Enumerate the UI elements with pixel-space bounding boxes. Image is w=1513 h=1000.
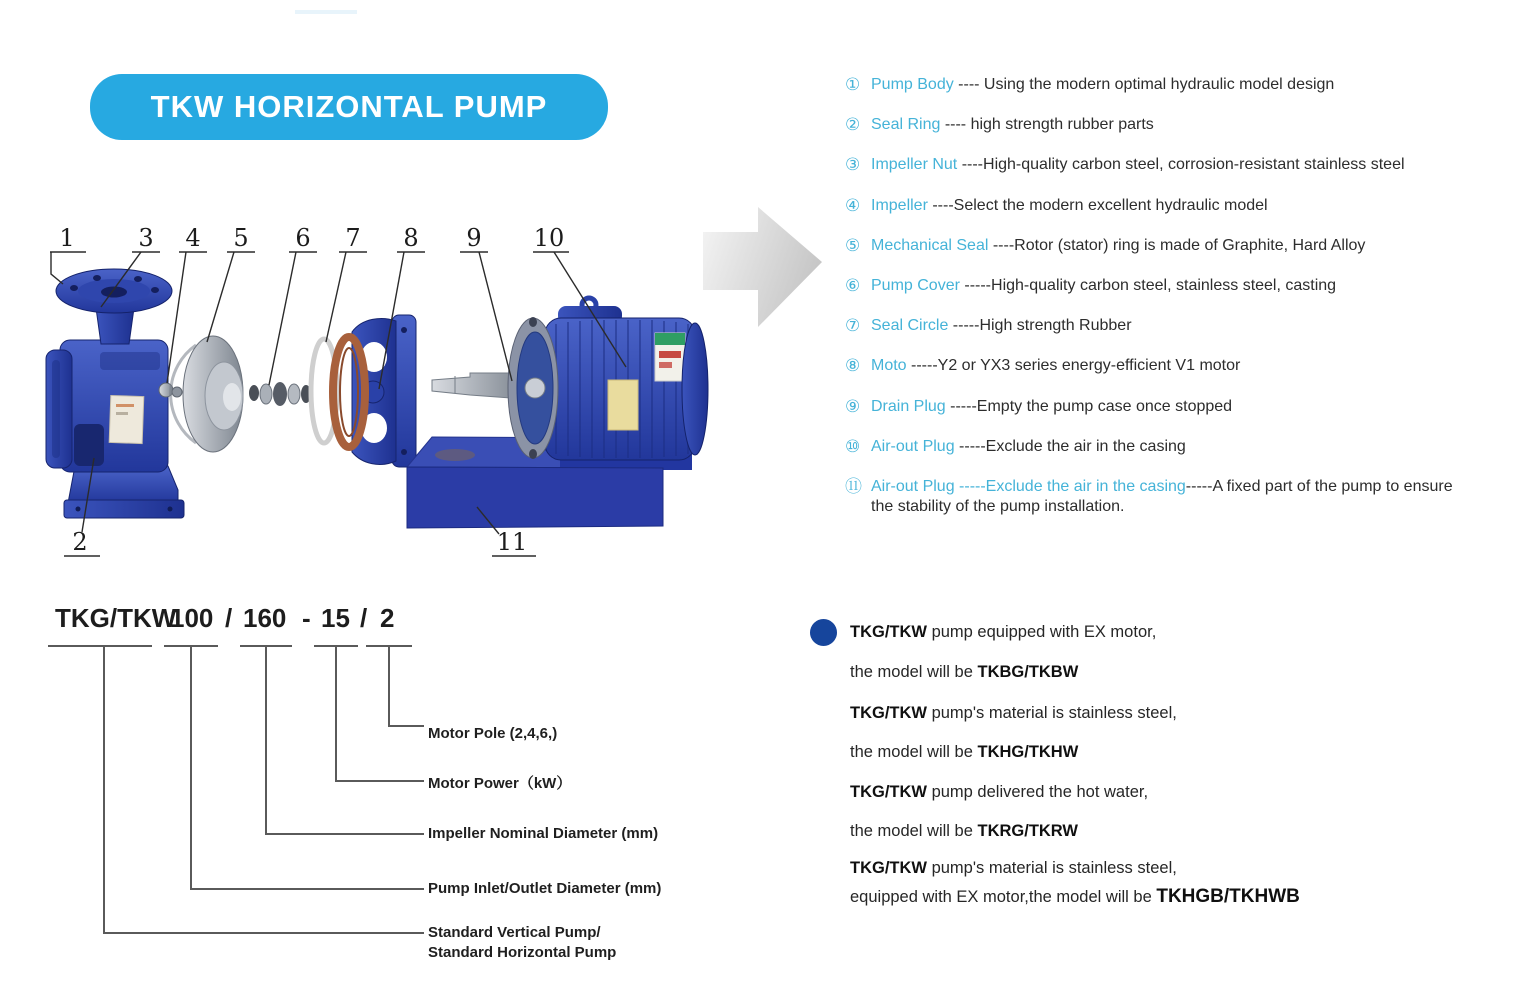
part-name: Mechanical Seal	[871, 236, 989, 254]
model-code-token: 160	[243, 603, 287, 633]
part-description	[871, 477, 1467, 517]
part-number-badge: ⑦	[845, 316, 861, 336]
model-code-emphasis: TKG/TKW	[850, 783, 927, 801]
part-desc-text: -----Y2 or YX3 series energy-efficient V1 motor	[906, 357, 1241, 375]
parts-list-item	[845, 477, 1467, 517]
part-name: Impeller	[871, 196, 928, 214]
model-code-label: Motor Pole (2,4,6,)	[428, 725, 558, 742]
part-description	[871, 356, 1467, 376]
parts-list-item	[845, 276, 1467, 296]
callout-number: 5	[233, 224, 249, 252]
exploded-pump-illustration	[30, 200, 770, 580]
page-title: TKW HORIZONTAL PUMP	[150, 89, 548, 124]
part-desc-text: -----High-quality carbon steel, stainless steel, casting	[959, 276, 1337, 294]
model-code-label: Motor Power（kW）	[428, 775, 572, 792]
part-desc-text: -----Empty the pump case once stopped	[945, 397, 1233, 415]
part-description	[871, 397, 1467, 417]
model-code-connector-lines	[40, 600, 460, 980]
parts-list-item	[845, 75, 1467, 95]
model-code-label: Impeller Nominal Diameter (mm)	[428, 825, 659, 842]
model-code-emphasis: TKG/TKW	[850, 704, 927, 722]
part-name: Pump Cover	[871, 276, 960, 294]
part-description	[871, 196, 1467, 216]
part-number-badge: ⑨	[845, 396, 861, 416]
parts-list-item	[845, 115, 1467, 135]
part-desc-highlight: -----Exclude the air in the casing	[954, 477, 1186, 495]
model-code-emphasis: TKBG/TKBW	[977, 663, 1079, 681]
part-description	[871, 276, 1467, 296]
part-number-badge: ⑩	[845, 436, 861, 456]
model-code-emphasis: TKHG/TKHW	[977, 743, 1079, 761]
parts-list-item	[845, 316, 1467, 336]
part-number-badge: ⑧	[845, 356, 861, 376]
part-description	[871, 115, 1467, 135]
callout-number: 2	[72, 528, 88, 556]
note-text: pump's material is stainless steel,	[926, 859, 1177, 877]
note-text: pump's material is stainless steel,	[926, 704, 1177, 722]
part-desc-text: -----High strength Rubber	[948, 317, 1132, 335]
model-code-label: Standard Horizontal Pump	[428, 944, 617, 961]
model-code-emphasis: TKG/TKW	[850, 623, 927, 641]
model-code-emphasis: TKRG/TKRW	[977, 822, 1078, 840]
part-number-badge: ⑥	[845, 275, 861, 295]
part-name: Moto	[871, 357, 907, 375]
part-name: Air-out Plug	[871, 477, 955, 495]
part-desc-text: ----Rotor (stator) ring is made of Graphite, Hard Alloy	[988, 236, 1366, 254]
motor-graphic	[432, 298, 708, 460]
parts-list-item	[845, 437, 1467, 457]
parts-list-item	[845, 236, 1467, 256]
part-desc-text: ----Select the modern excellent hydraulic model	[927, 196, 1268, 214]
part-desc-text: -----Exclude the air in the casing	[954, 437, 1186, 455]
note-line	[850, 622, 1156, 643]
callout-number: 6	[295, 224, 311, 252]
right-arrow-icon	[695, 200, 830, 335]
callout-leader-line	[269, 252, 296, 385]
title-banner	[90, 74, 608, 140]
callout-number: 4	[185, 224, 201, 252]
part-name: Pump Body	[871, 76, 954, 93]
parts-list-item	[845, 356, 1467, 376]
part-number-badge: ⑤	[845, 235, 861, 255]
note-line	[850, 703, 1177, 724]
note-text: pump equipped with EX motor,	[926, 623, 1157, 641]
part-name: Impeller Nut	[871, 156, 958, 174]
model-code-token: 2	[380, 603, 395, 633]
parts-list-item	[845, 155, 1467, 175]
callout-number: 11	[496, 528, 528, 556]
part-description	[871, 75, 1467, 95]
model-code-token: TKG/TKW	[55, 603, 177, 633]
part-number-badge: ③	[845, 155, 861, 175]
pump-cover-graphic	[333, 315, 416, 467]
part-number-badge: ⑪	[845, 476, 862, 496]
callout-leader-line	[326, 252, 346, 342]
model-code-emphasis: TKHGB/TKHWB	[1156, 886, 1300, 907]
model-code-token: /	[225, 603, 233, 633]
model-code-label: Standard Vertical Pump/	[428, 924, 601, 941]
part-name: Seal Ring	[871, 116, 941, 134]
part-name: Drain Plug	[871, 397, 946, 415]
note-line	[850, 782, 1148, 803]
part-desc-text: ----High-quality carbon steel, corrosion-resistant stainless steel	[957, 156, 1405, 174]
model-code-token: -	[302, 603, 311, 633]
motor-nameplate-graphic	[608, 380, 638, 430]
callout-leader-line	[207, 252, 234, 342]
model-code-token: /	[360, 603, 368, 633]
callout-number: 3	[138, 224, 154, 252]
model-code-label: Pump Inlet/Outlet Diameter (mm)	[428, 880, 662, 897]
note-text: the model will be	[850, 743, 978, 761]
note-text: equipped with EX motor,the model will be	[850, 888, 1157, 906]
part-number-badge: ①	[845, 75, 861, 94]
model-code-token: 100	[170, 603, 214, 633]
part-desc-text: ---- Using the modern optimal hydraulic model design	[953, 76, 1335, 93]
note-text: pump delivered the hot water,	[926, 783, 1149, 801]
bullet-icon	[810, 619, 837, 646]
part-description	[871, 437, 1467, 457]
part-description	[871, 316, 1467, 336]
parts-list-item	[845, 196, 1467, 216]
note-text: the model will be	[850, 663, 978, 681]
part-name: Air-out Plug	[871, 437, 955, 455]
note-line	[850, 662, 1078, 683]
part-desc-text: ---- high strength rubber parts	[940, 116, 1154, 134]
note-line	[850, 821, 1078, 842]
note-text: the model will be	[850, 822, 978, 840]
part-name: Seal Circle	[871, 317, 949, 335]
callout-number: 1	[59, 224, 75, 252]
callout-leader-line	[51, 252, 63, 284]
note-line	[850, 858, 1177, 879]
model-code-token: 15	[321, 603, 350, 633]
callout-number: 7	[345, 224, 361, 252]
model-code-emphasis: TKG/TKW	[850, 859, 927, 877]
callout-leader-line	[167, 252, 186, 383]
callout-number: 8	[403, 224, 419, 252]
note-line	[850, 742, 1078, 763]
callout-leader-line	[479, 252, 512, 381]
callout-number: 10	[533, 224, 565, 252]
part-number-badge: ④	[845, 195, 861, 215]
callout-number: 9	[466, 224, 482, 252]
parts-list	[845, 75, 1467, 537]
parts-list-item	[845, 397, 1467, 417]
part-number-badge: ②	[845, 115, 861, 135]
part-desc-text: -----A fixed part of the pump to ensure the stability of the pump installation.	[871, 477, 1458, 515]
mechanical-seal-graphic	[249, 382, 311, 406]
part-description	[871, 155, 1467, 175]
part-description	[871, 236, 1467, 256]
note-line	[850, 886, 1300, 908]
